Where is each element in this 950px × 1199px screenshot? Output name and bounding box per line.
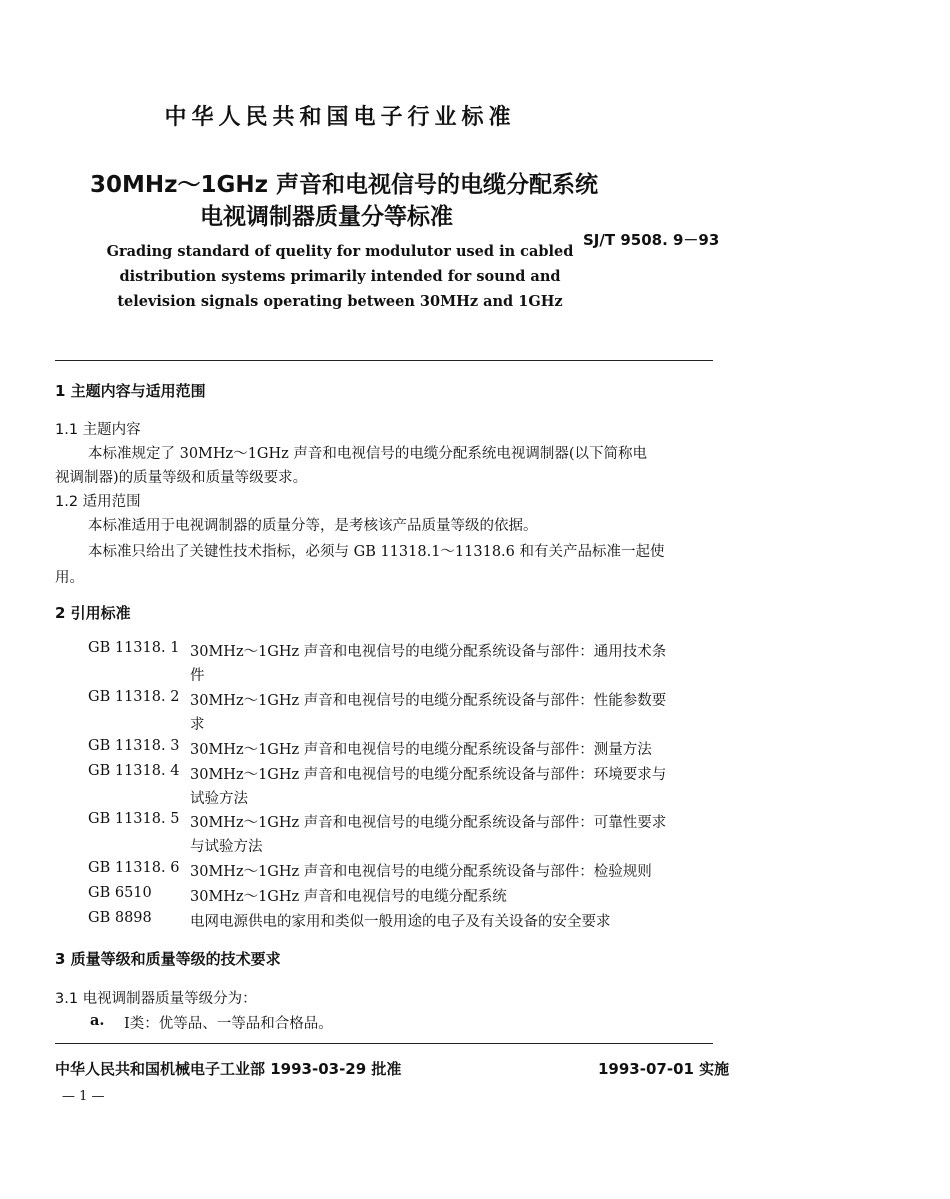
reference-code: GB 11318. 5	[88, 811, 180, 827]
reference-title-cont: 试验方法	[190, 791, 248, 807]
section-1-1-text-line-2: 视调制器)的质量等级和质量等级要求。	[55, 470, 308, 486]
bottom-divider	[55, 1043, 713, 1044]
reference-title: 30MHz～1GHz 声音和电视信号的电缆分配系统设备与部件：测量方法	[190, 742, 652, 758]
title-line-2: 电视调制器质量分等标准	[200, 204, 453, 230]
english-title-line-2: distribution systems primarily intended for sound and	[119, 268, 561, 285]
reference-title-cont: 件	[190, 668, 205, 684]
section-1-2-text-line-2: 本标准只给出了关键性技术指标，必须与 GB 11318.1～11318.6 和有关产品标准一起使	[88, 544, 665, 560]
title-line-1: 30MHz～1GHz 声音和电视信号的电缆分配系统	[90, 172, 599, 198]
section-3-1-heading: 3.1 电视调制器质量等级分为：	[55, 991, 257, 1007]
section-1-2-text-line-1: 本标准适用于电视调制器的质量分等，是考核该产品质量等级的依据。	[88, 518, 538, 534]
approval-line: 中华人民共和国机械电子工业部 1993-03-29 批准	[55, 1060, 402, 1078]
reference-code: GB 8898	[88, 910, 152, 926]
section-1-2-text-line-3: 用。	[55, 570, 84, 586]
top-divider	[55, 360, 713, 361]
standard-number: SJ/T 9508. 9－93	[583, 231, 720, 249]
reference-title: 30MHz～1GHz 声音和电视信号的电缆分配系统设备与部件：检验规则	[190, 864, 652, 880]
implementation-date: 1993-07-01 实施	[598, 1060, 730, 1078]
reference-title: 30MHz～1GHz 声音和电视信号的电缆分配系统设备与部件：性能参数要	[190, 693, 667, 709]
item-a-marker: a.	[90, 1012, 105, 1029]
reference-code: GB 11318. 1	[88, 640, 180, 656]
section-3-heading: 3 质量等级和质量等级的技术要求	[55, 950, 281, 968]
reference-code: GB 11318. 4	[88, 763, 180, 779]
section-1-1-text-line-1: 本标准规定了 30MHz～1GHz 声音和电视信号的电缆分配系统电视调制器(以下简称电	[88, 446, 648, 462]
english-title-line-3: television signals operating between 30MHz and 1GHz	[117, 293, 563, 310]
section-1-heading: 1 主题内容与适用范围	[55, 382, 206, 400]
reference-title: 30MHz～1GHz 声音和电视信号的电缆分配系统设备与部件：可靠性要求	[190, 815, 667, 831]
reference-title: 30MHz～1GHz 声音和电视信号的电缆分配系统设备与部件：通用技术条	[190, 644, 667, 660]
reference-title: 30MHz～1GHz 声音和电视信号的电缆分配系统设备与部件：环境要求与	[190, 767, 667, 783]
section-1-2-heading: 1.2 适用范围	[55, 494, 141, 510]
section-1-1-heading: 1.1 主题内容	[55, 422, 141, 438]
page-number: — 1 —	[62, 1089, 105, 1104]
reference-code: GB 11318. 6	[88, 860, 180, 876]
english-title-line-1: Grading standard of quelity for modulutor used in cabled	[106, 243, 574, 260]
reference-title: 30MHz～1GHz 声音和电视信号的电缆分配系统	[190, 889, 507, 905]
org-header: 中华人民共和国电子行业标准	[164, 105, 516, 130]
reference-code: GB 6510	[88, 885, 152, 901]
reference-code: GB 11318. 3	[88, 738, 180, 754]
reference-code: GB 11318. 2	[88, 689, 180, 705]
section-2-heading: 2 引用标准	[55, 604, 131, 622]
reference-title-cont: 求	[190, 717, 205, 733]
item-a-text: Ⅰ类：优等品、一等品和合格品。	[124, 1016, 333, 1032]
reference-title-cont: 与试验方法	[190, 839, 263, 855]
reference-title: 电网电源供电的家用和类似一般用途的电子及有关设备的安全要求	[190, 914, 611, 930]
